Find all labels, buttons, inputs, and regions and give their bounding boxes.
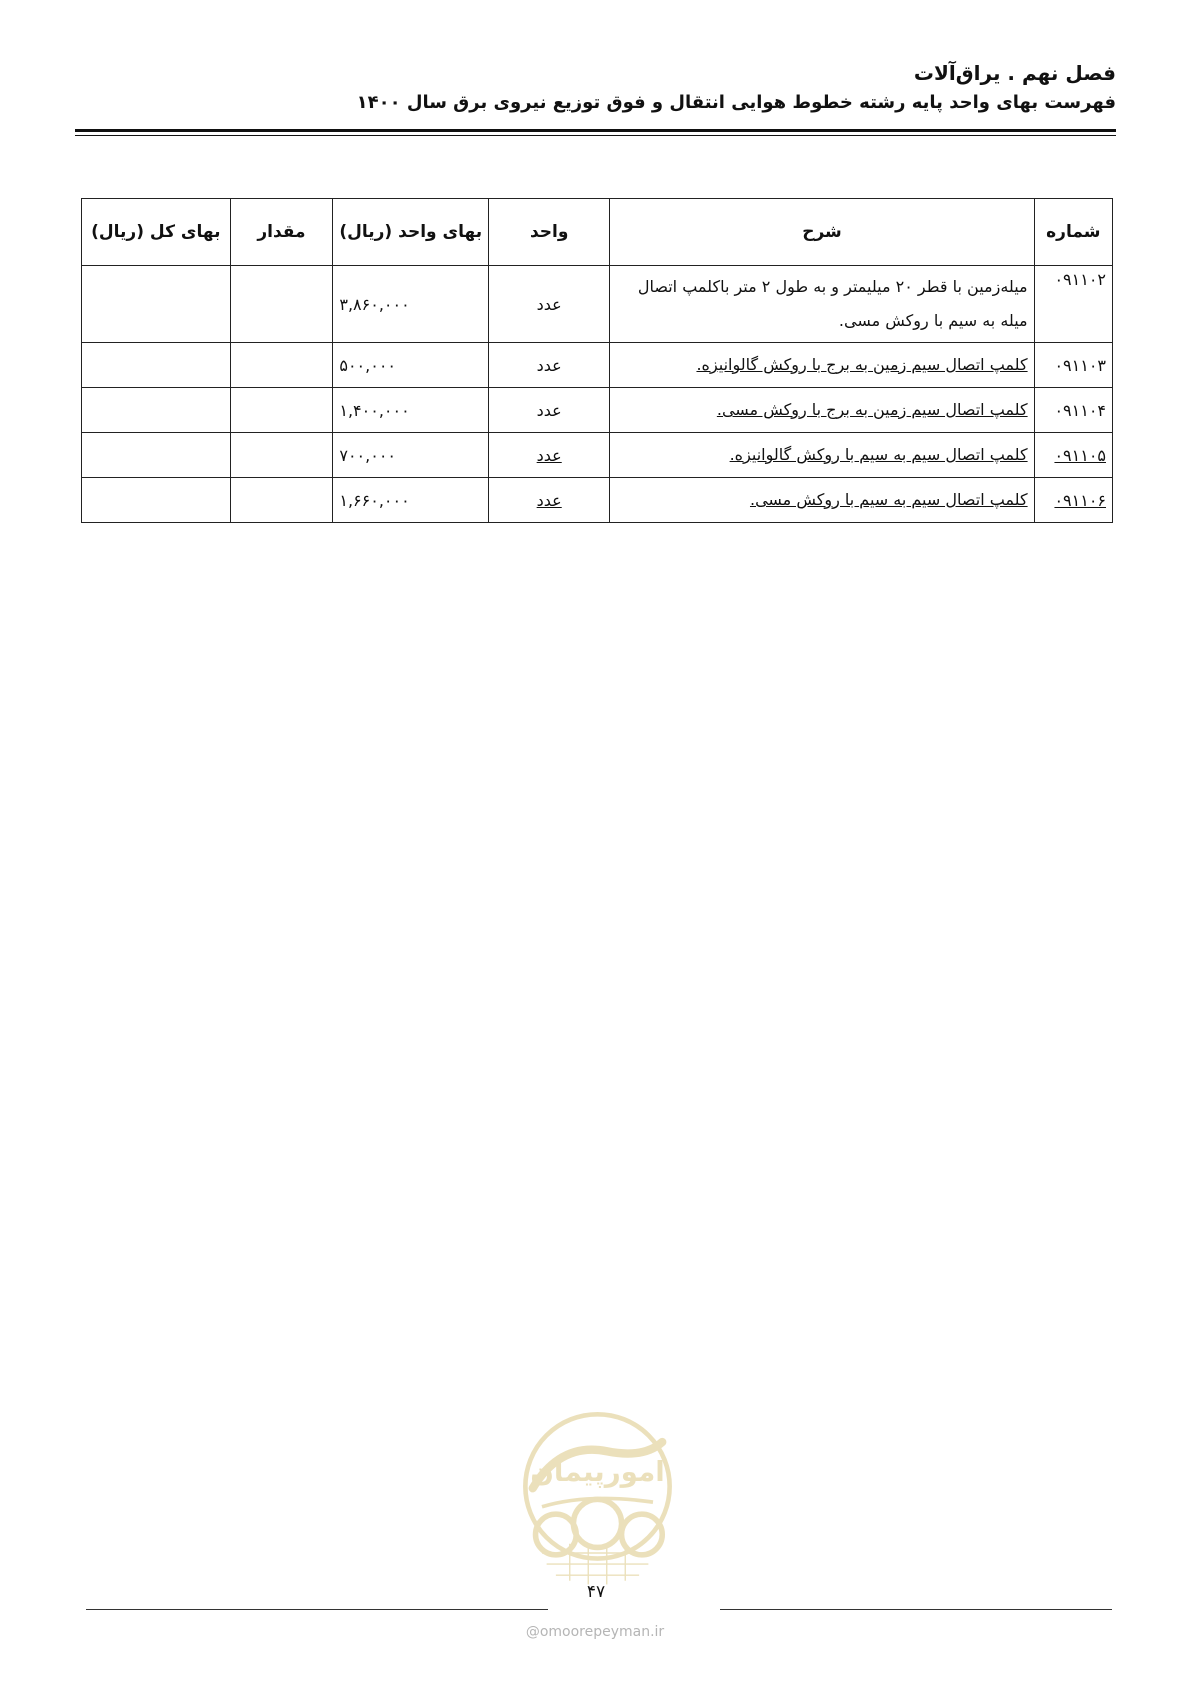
row-description-cell xyxy=(610,478,1034,523)
row-code-cell xyxy=(1034,478,1112,523)
row-unit-price: ۷۰۰,۰۰۰ xyxy=(333,433,489,478)
row-quantity xyxy=(230,343,333,388)
chapter-title: فصل نهم . یراق‌آلات xyxy=(913,61,1116,85)
row-total xyxy=(82,266,231,343)
table-row xyxy=(82,433,1113,478)
table-row xyxy=(82,478,1113,523)
row-unit-price: ۳,۸۶۰,۰۰۰ xyxy=(333,266,489,343)
row-description: کلمپ اتصال سیم زمین به برج با روکش گالوانیزه. xyxy=(696,355,1028,374)
row-description: کلمپ اتصال سیم زمین به برج با روکش مسی. xyxy=(716,400,1028,419)
row-description: کلمپ اتصال سیم به سیم با روکش گالوانیزه. xyxy=(729,445,1028,464)
table-row xyxy=(82,343,1113,388)
row-description-cell xyxy=(610,343,1034,388)
page-header xyxy=(75,58,1116,118)
logo-text: امورپیمان xyxy=(530,1454,665,1488)
row-description: میله‌زمین با قطر ۲۰ میلیمتر و به طول ۲ متر باکلمپ اتصال میله به سیم با روکش مسی. xyxy=(610,266,1034,343)
row-unit: عدد xyxy=(536,445,562,465)
column-header-quantity: مقدار xyxy=(230,199,333,266)
row-quantity xyxy=(230,266,333,343)
row-code-cell xyxy=(1034,433,1112,478)
gear-circle-logo-icon xyxy=(505,1405,690,1590)
website-watermark: @omoorepeyman.ir xyxy=(525,1624,665,1640)
column-header-unit-price: بهای واحد (ریال) xyxy=(333,199,489,266)
column-header-code: شماره xyxy=(1034,199,1112,266)
footer-divider-right xyxy=(720,1609,1112,1610)
row-code: ۰۹۱۱۰۶ xyxy=(1054,490,1106,510)
footer-divider-left xyxy=(86,1609,548,1610)
row-total xyxy=(82,343,231,388)
header-divider xyxy=(75,129,1116,136)
row-description-cell xyxy=(610,433,1034,478)
row-total xyxy=(82,388,231,433)
document-title: فهرست بهای واحد پایه رشته خطوط هوایی انتقال و فوق توزیع نیروی برق سال ۱۴۰۰ xyxy=(356,92,1116,113)
row-code: ۰۹۱۱۰۳ xyxy=(1034,343,1112,388)
row-code: ۰۹۱۱۰۲ xyxy=(1034,266,1112,343)
row-quantity xyxy=(230,478,333,523)
row-unit-price: ۱,۴۰۰,۰۰۰ xyxy=(333,388,489,433)
row-unit-cell xyxy=(489,433,610,478)
column-header-description: شرح xyxy=(610,199,1034,266)
row-total xyxy=(82,478,231,523)
row-unit-price: ۵۰۰,۰۰۰ xyxy=(333,343,489,388)
row-code: ۰۹۱۱۰۴ xyxy=(1034,388,1112,433)
row-total xyxy=(82,433,231,478)
row-unit: عدد xyxy=(489,266,610,343)
table-row xyxy=(82,388,1113,433)
row-unit: عدد xyxy=(536,490,562,510)
row-unit-cell xyxy=(489,478,610,523)
table-row xyxy=(82,266,1113,343)
table-header-row xyxy=(82,199,1113,266)
page-number: ۴۷ xyxy=(586,1582,606,1602)
row-description: کلمپ اتصال سیم به سیم با روکش مسی. xyxy=(749,490,1028,509)
row-code: ۰۹۱۱۰۵ xyxy=(1054,445,1106,465)
row-unit-price: ۱,۶۶۰,۰۰۰ xyxy=(333,478,489,523)
row-quantity xyxy=(230,388,333,433)
column-header-unit: واحد xyxy=(489,199,610,266)
row-description-cell xyxy=(610,388,1034,433)
price-list-table xyxy=(81,198,1113,523)
row-unit: عدد xyxy=(489,388,610,433)
row-unit: عدد xyxy=(489,343,610,388)
row-quantity xyxy=(230,433,333,478)
column-header-total: بهای کل (ریال) xyxy=(82,199,231,266)
